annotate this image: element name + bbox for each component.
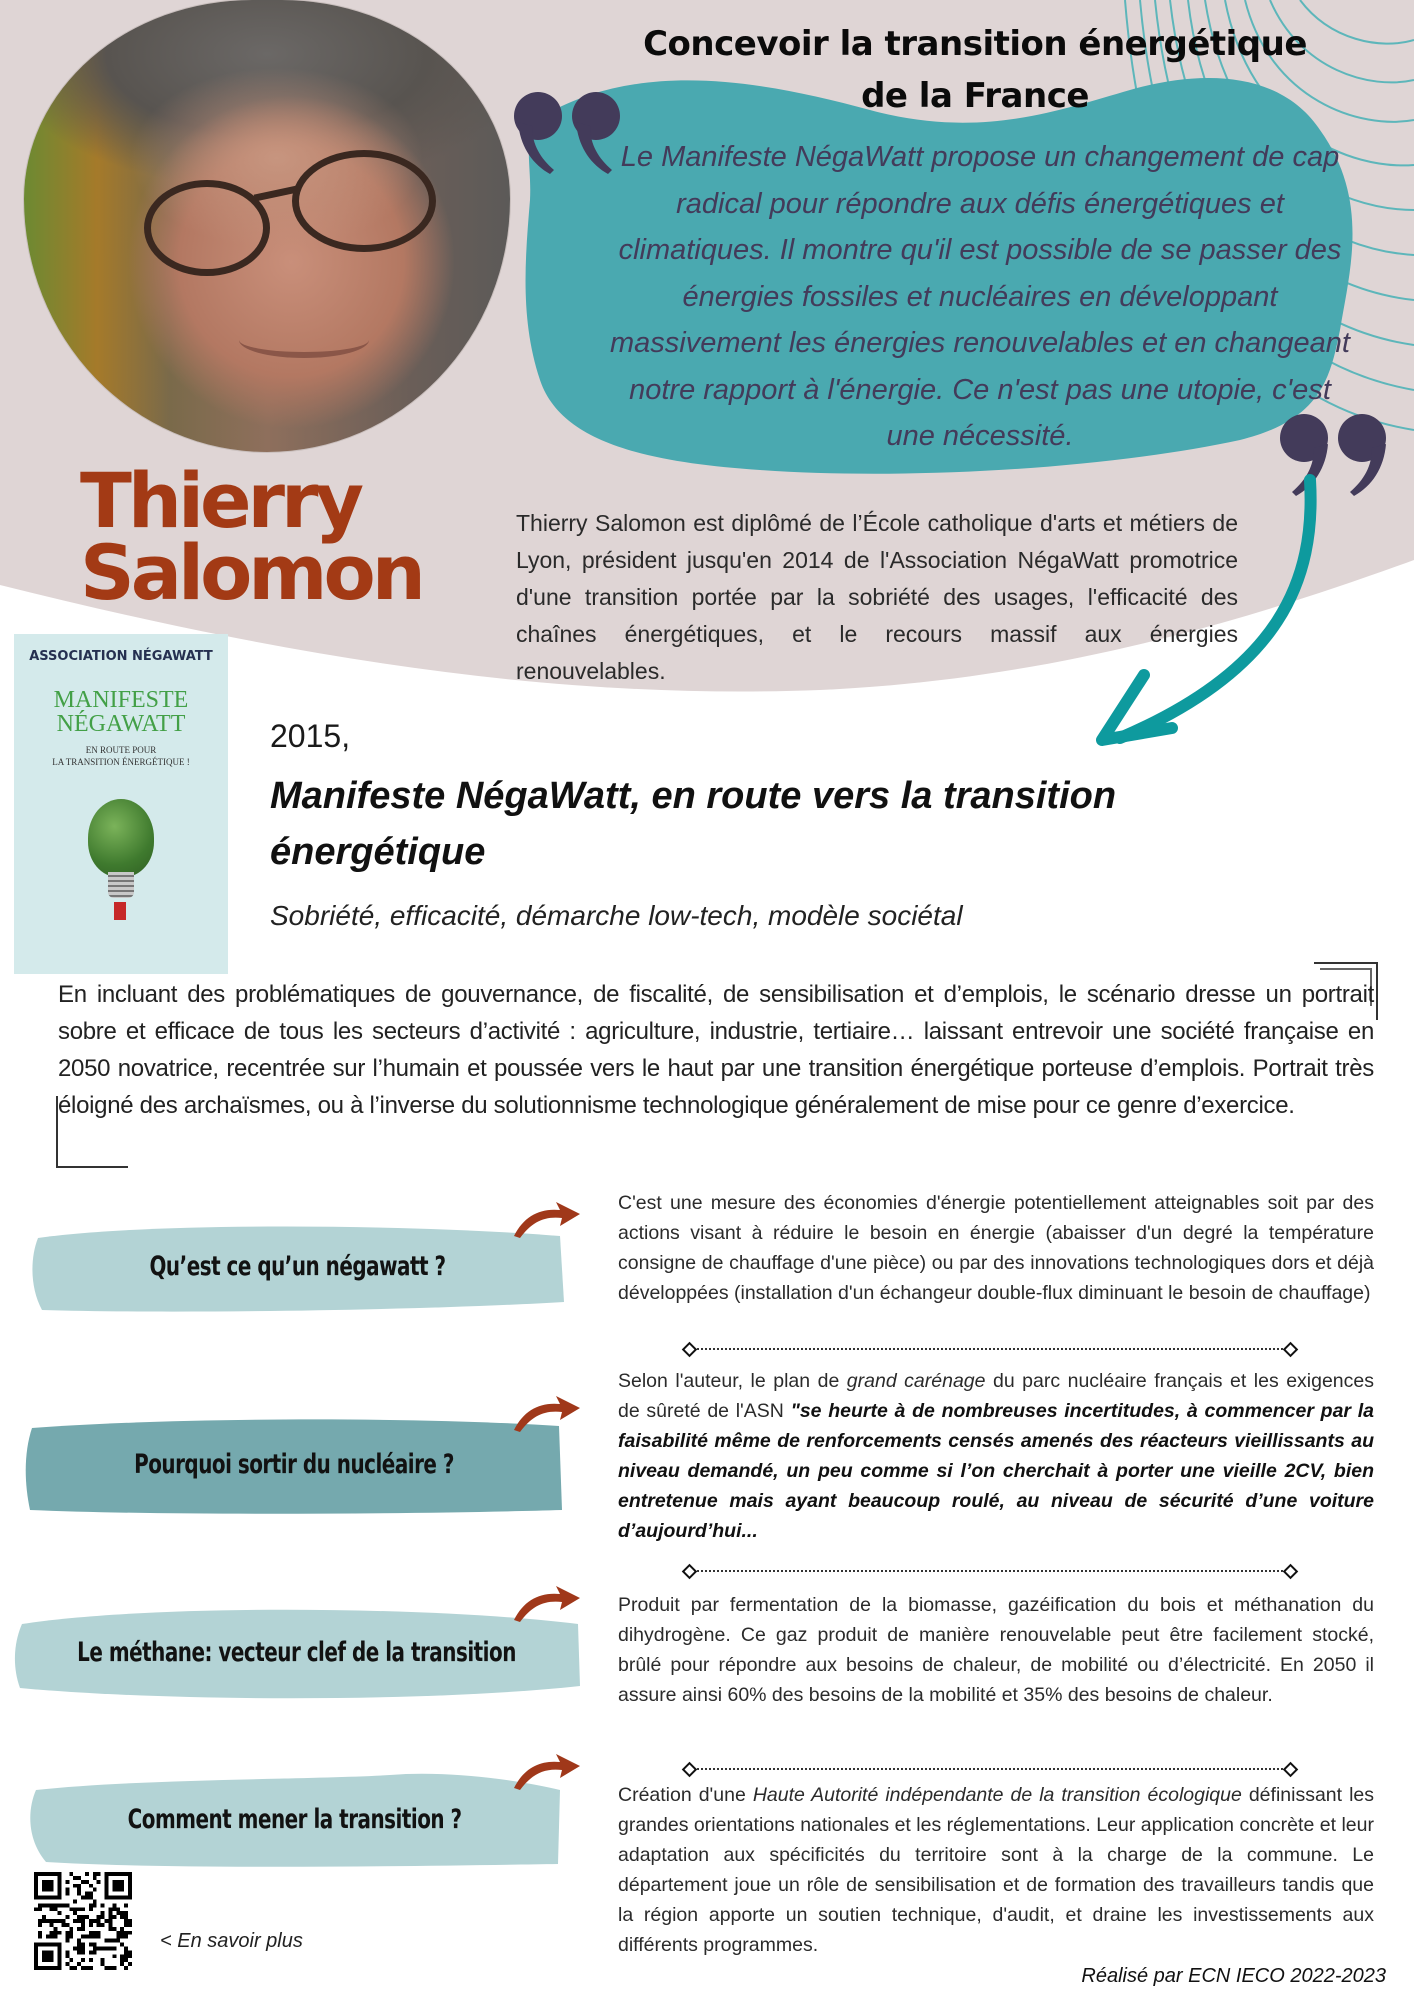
title-line-2: de la France [861, 76, 1089, 116]
dotted-divider [684, 1566, 1296, 1576]
faq-question-label: Qu’est ce qu’un négawatt ? [149, 1250, 446, 1282]
faq-question-label: Comment mener la transition ? [128, 1803, 462, 1835]
title-line-1: Concevoir la transition énergétique [643, 24, 1307, 64]
glasses-right [292, 150, 436, 252]
book-cover-title-line-2: NÉGAWATT [56, 711, 186, 737]
answer-italic-term: grand carénage [846, 1370, 986, 1392]
smile [239, 322, 369, 358]
publisher-logo-icon [114, 902, 126, 920]
answer-text: du parc nucléaire français et les exigences de sûreté de l'ASN [618, 1370, 1374, 1422]
faq-arrow-icon [510, 1200, 582, 1240]
answer-text: définissant les grandes orientations nationales et les réglementations. Leur application concrète et leur adaptation aux spécificités du territoire sont à la charge de la commune. Le département joue un rôle de sensibilisation et de formation des travailleurs tandis que la région apporte un soutien technique, d'audit, et draine les investissements aux différents programmes. [618, 1784, 1374, 1956]
book-cover [14, 634, 228, 974]
answer-text: Création d'une [618, 1784, 753, 1806]
author-last-name: Salomon [80, 528, 422, 617]
green-lightbulb-icon [88, 799, 154, 877]
book-cover-subtitle [14, 744, 228, 768]
faq-answer-methane: Produit par fermentation de la biomasse, gazéification du bois et méthanation du dihydrogène. Ce gaz produit de manière renouvelable peut être facilement stocké, brûlé pour répondre aux besoins de chaleur, de mobilité ou d’électricité. En 2050 il assure ainsi 60% des besoins de la mobilité et 35% des besoins de chaleur. [618, 1594, 1374, 1706]
author-name [80, 456, 422, 617]
faq-question-label: Pourquoi sortir du nucléaire ? [134, 1448, 454, 1480]
faq-question-negawatt[interactable] [30, 1218, 565, 1314]
qr-code-icon[interactable] [34, 1872, 132, 1970]
book-title: Manifeste NégaWatt, en route vers la transition énergétique [270, 775, 1117, 873]
faq-question-nuclear[interactable] [24, 1412, 564, 1516]
answer-text: Selon l'auteur, le plan de [618, 1370, 847, 1392]
book-cover-subtitle-line-1: EN ROUTE POUR [85, 745, 157, 755]
glasses-left [144, 180, 270, 276]
book-cover-title [14, 688, 228, 736]
book-year: 2015, [270, 718, 351, 754]
answer-italic-term: Haute Autorité indépendante de la transition écologique [752, 1784, 1242, 1806]
faq-arrow-icon [510, 1752, 582, 1792]
quote-text: Le Manifeste NégaWatt propose un changement de cap radical pour répondre aux défis énergétiques et climatiques. Il montre qu'il est possible de se passer des énergies fossiles et nucléaires en développant massivement les énergies renouvelables et en changeant notre rapport à l'énergie. Ce n'est pas une utopie, c'est une nécessité. [610, 141, 1350, 452]
faq-question-methane[interactable] [12, 1602, 582, 1702]
faq-answer-negawatt: C'est une mesure des économies d'énergie potentiellement atteignables soit par des actions visant à réduire le besoin en énergie (abaisser d'un degré la température consigne de chauffage d'une pièce) ou par des innovations technologiques dors et déjà développées (installation d'un échangeur double-flux diminuant le besoin de chauffage) [618, 1192, 1374, 1304]
page-title [560, 18, 1390, 122]
book-keywords: Sobriété, efficacité, démarche low-tech, modèle sociétal [270, 900, 963, 931]
author-bio: Thierry Salomon est diplômé de l’École catholique d'arts et métiers de Lyon, président jusqu'en 2014 de l'Association NégaWatt promotrice d'une transition portée par la sobriété des usages, l'efficacité des chaînes énergétiques, et le recours massif aux énergies renouvelables. [516, 510, 1238, 684]
faq-answer-nuclear [618, 1366, 1374, 1546]
faq-question-how[interactable] [26, 1768, 564, 1870]
dotted-divider [684, 1344, 1296, 1354]
faq-question-label: Le méthane: vecteur clef de la transition [77, 1636, 517, 1668]
book-cover-subtitle-line-2: LA TRANSITION ÉNERGÉTIQUE ! [52, 757, 190, 767]
answer-bold-quote: "se heurte à de nombreuses incertitudes, à commencer par la faisabilité même de renforcements censés amenés des réacteurs vieillissants au niveau demandé, un peu comme si l’on cherchait à porter une vieille 2CV, bien entretenue mais ayant beaucoup roulé, au niveau de sécurité d’une voiture d’aujourd’hui... [618, 1400, 1374, 1542]
credits: Réalisé par ECN IECO 2022-2023 [1081, 1965, 1386, 1987]
lightbulb-base [108, 872, 134, 898]
author-first-name: Thierry [80, 456, 361, 545]
faq-arrow-icon [510, 1394, 582, 1434]
book-cover-title-line-1: MANIFESTE [53, 687, 189, 713]
faq-answer-how [618, 1780, 1374, 1960]
book-summary: En incluant des problématiques de gouvernance, de fiscalité, de sensibilisation et d’emplois, le scénario dresse un portrait sobre et efficace de tous les secteurs d’activité : agriculture, industrie, tertiaire… laissant entrevoir une société française en 2050 novatrice, recentrée sur l’humain et poussée vers le haut par une transition énergétique porteuse d’emplois. Portrait très éloigné des archaïsmes, ou à l’inverse du solutionnisme technologique généralement de mise pour ce genre d’exercice. [58, 981, 1374, 1119]
dotted-divider [684, 1764, 1296, 1774]
faq-arrow-icon [510, 1584, 582, 1624]
book-cover-author: ASSOCIATION NÉGAWATT [29, 649, 213, 664]
learn-more-link[interactable]: < En savoir plus [160, 1930, 303, 1952]
